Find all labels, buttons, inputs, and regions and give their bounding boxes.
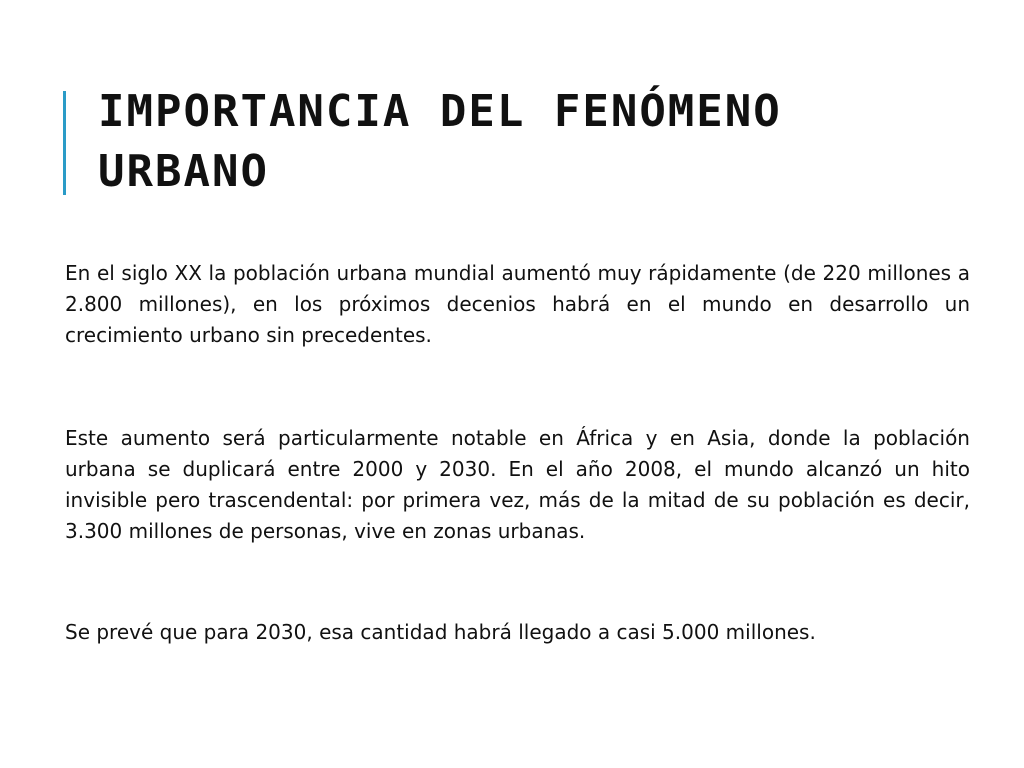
paragraph-population-growth: En el siglo XX la población urbana mundial aumentó muy rápidamente (de 220 millones a 2.800 millones), en los próximos decenios habrá en el mundo en desarrollo un crecimiento urbano sin precedentes. <box>65 261 970 347</box>
title-accent-bar <box>63 91 66 195</box>
slide-title: IMPORTANCIA DEL FENÓMENO URBANO <box>98 86 782 197</box>
paragraph-africa-asia: Este aumento será particularmente notable en África y en Asia, donde la población urbana se duplicará entre 2000 y 2030. En el año 2008, el mundo alcanzó un hito invisible pero trascendental: por primera vez, más de la mitad de su población es decir, 3.300 millones de personas, vive en zonas urbanas. <box>65 426 970 543</box>
paragraph-forecast-2030: Se prevé que para 2030, esa cantidad habrá llegado a casi 5.000 millones. <box>65 620 816 644</box>
